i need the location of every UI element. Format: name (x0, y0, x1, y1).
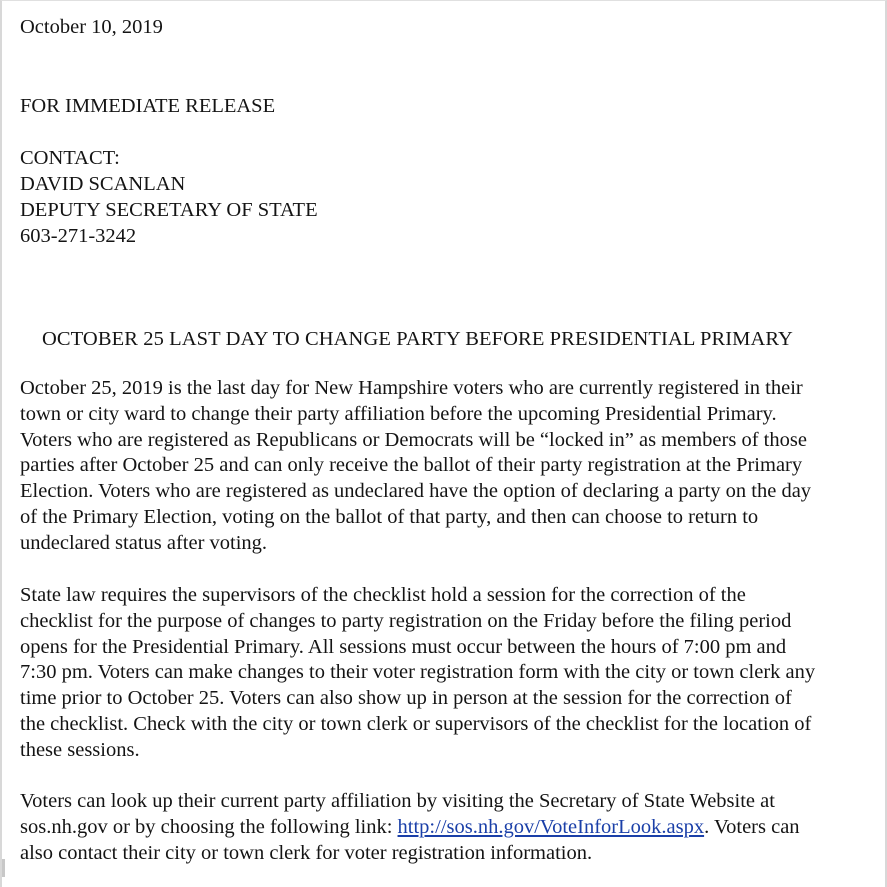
release-date: October 10, 2019 (20, 16, 163, 38)
paragraph-line: checklist for the purpose of changes to party registration on the Friday before the filing period (20, 609, 792, 632)
voter-lookup-link[interactable]: http://sos.nh.gov/VoteInforLook.aspx (397, 815, 705, 838)
paragraph-line: October 25, 2019 is the last day for New Hampshire voters who are currently registered in their (20, 377, 803, 399)
paragraph-line: town or city ward to change their party affiliation before the upcoming Presidential Primary. (20, 402, 777, 425)
paragraph-line: Voters who are registered as Republicans or Democrats will be “locked in” as members of those (20, 428, 807, 451)
paragraph-line-with-link (20, 815, 880, 841)
link-lead-text: sos.nh.gov or by choosing the following link: (20, 815, 398, 838)
paragraph-checklist-session (20, 583, 880, 764)
paragraph-line: also contact their city or town clerk for voter registration information. (20, 841, 593, 864)
paragraph-line: undeclared status after voting. (20, 531, 268, 554)
link-trail-text: . Voters can (704, 815, 800, 838)
contact-name: DAVID SCANLAN (20, 173, 186, 195)
paragraph-line: Voters can look up their current party affiliation by visiting the Secretary of State Website at (20, 790, 775, 812)
scan-edge-mark (2, 859, 5, 877)
paragraph-lookup (20, 789, 880, 866)
paragraph-line: opens for the Presidential Primary. All sessions must occur between the hours of 7:00 pm and (20, 635, 787, 658)
release-notice: FOR IMMEDIATE RELEASE (20, 95, 276, 117)
contact-label: CONTACT: (20, 147, 120, 169)
paragraph-line: time prior to October 25. Voters can also show up in person at the session for the correction of (20, 687, 792, 710)
paragraph-line: parties after October 25 and can only receive the ballot of their party registration at the Primary (20, 454, 803, 477)
paragraph-line: of the Primary Election, voting on the ballot of that party, and then can choose to return to (20, 505, 759, 528)
paragraph-line: these sessions. (20, 738, 140, 761)
paragraph-line: Election. Voters who are registered as undeclared have the option of declaring a party on the day (20, 480, 812, 503)
paragraph-line: State law requires the supervisors of the checklist hold a session for the correction of the (20, 584, 746, 606)
paragraph-party-deadline (20, 376, 880, 557)
contact-title: DEPUTY SECRETARY OF STATE (20, 199, 318, 221)
paragraph-line: the checklist. Check with the city or town clerk or supervisors of the checklist for the location of (20, 712, 812, 735)
paragraph-line: 7:30 pm. Voters can make changes to their voter registration form with the city or town clerk any (20, 661, 816, 684)
headline: OCTOBER 25 LAST DAY TO CHANGE PARTY BEFORE PRESIDENTIAL PRIMARY (42, 328, 793, 350)
contact-phone: 603-271-3242 (20, 225, 137, 247)
